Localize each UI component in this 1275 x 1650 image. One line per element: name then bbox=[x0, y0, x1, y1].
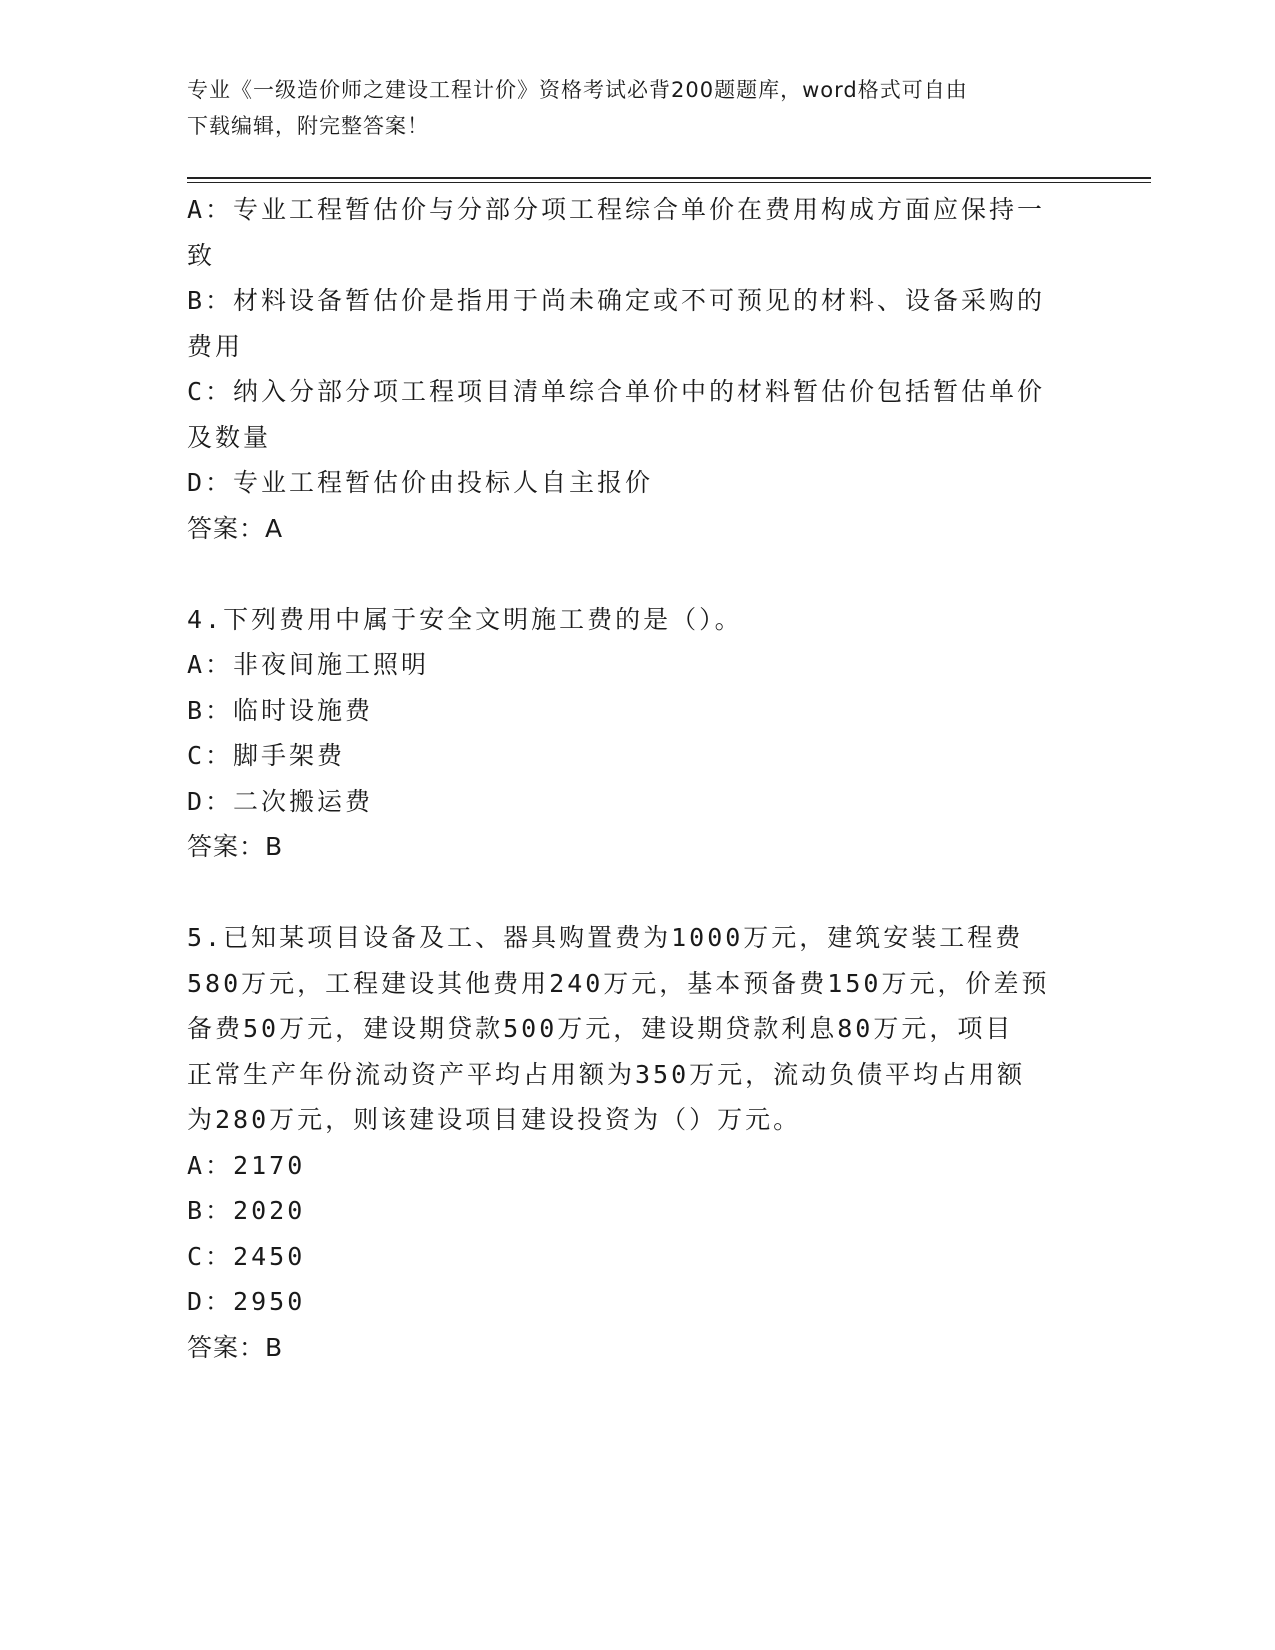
q5-stem-line-1: 5.已知某项目设备及工、器具购置费为1000万元，建筑安装工程费 bbox=[187, 923, 1024, 952]
document-header bbox=[187, 72, 1087, 144]
q3-option-d: D：专业工程暂估价由投标人自主报价 bbox=[187, 468, 654, 497]
question-3-options bbox=[187, 187, 1087, 551]
q5-option-b: B：2020 bbox=[187, 1196, 306, 1225]
q4-option-d: D：二次搬运费 bbox=[187, 786, 374, 816]
q3-option-b-line-1: B：材料设备暂估价是指用于尚未确定或不可预见的材料、设备采购的 bbox=[187, 286, 1046, 315]
q5-option-c: C：2450 bbox=[187, 1241, 306, 1271]
q5-stem-line-4: 正常生产年份流动资产平均占用额为350万元，流动负债平均占用额 bbox=[187, 1059, 1026, 1089]
header-line-1: 专业《一级造价师之建设工程计价》资格考试必背200题题库，word格式可自由 bbox=[187, 78, 968, 102]
q5-stem-line-5: 为280万元，则该建设项目建设投资为（）万元。 bbox=[187, 1105, 802, 1134]
q5-stem-line-3: 备费50万元，建设期贷款500万元，建设期贷款利息80万元，项目 bbox=[187, 1014, 1014, 1043]
q5-option-a: A：2170 bbox=[187, 1150, 306, 1180]
q3-option-c-line-1: C：纳入分部分项工程项目清单综合单价中的材料暂估价包括暂估单价 bbox=[187, 377, 1046, 406]
header-line-2: 下载编辑，附完整答案！ bbox=[187, 114, 429, 138]
q3-option-c-line-2: 及数量 bbox=[187, 422, 272, 452]
spacer bbox=[187, 551, 1087, 597]
question-4 bbox=[187, 597, 1087, 870]
q4-stem: 4.下列费用中属于安全文明施工费的是（）。 bbox=[187, 604, 743, 634]
q5-option-d: D：2950 bbox=[187, 1287, 306, 1316]
q4-option-b: B：临时设施费 bbox=[187, 695, 374, 725]
header-divider-thick bbox=[187, 177, 1151, 179]
q4-option-c: C：脚手架费 bbox=[187, 741, 346, 770]
q3-option-a-line-1: A：专业工程暂估价与分部分项工程综合单价在费用构成方面应保持一 bbox=[187, 195, 1046, 224]
q3-option-b-line-2: 费用 bbox=[187, 331, 244, 361]
q5-answer: 答案：B bbox=[187, 1332, 284, 1362]
q5-stem-line-2: 580万元，工程建设其他费用240万元，基本预备费150万元，价差预 bbox=[187, 968, 1050, 998]
q4-answer: 答案：B bbox=[187, 832, 284, 861]
q4-option-a: A：非夜间施工照明 bbox=[187, 650, 430, 679]
q3-answer: 答案：A bbox=[187, 513, 284, 543]
spacer bbox=[187, 870, 1087, 916]
header-divider-thin bbox=[187, 182, 1151, 183]
question-5 bbox=[187, 915, 1087, 1370]
q3-option-a-line-2: 致 bbox=[187, 240, 216, 270]
document-body bbox=[187, 187, 1087, 1370]
